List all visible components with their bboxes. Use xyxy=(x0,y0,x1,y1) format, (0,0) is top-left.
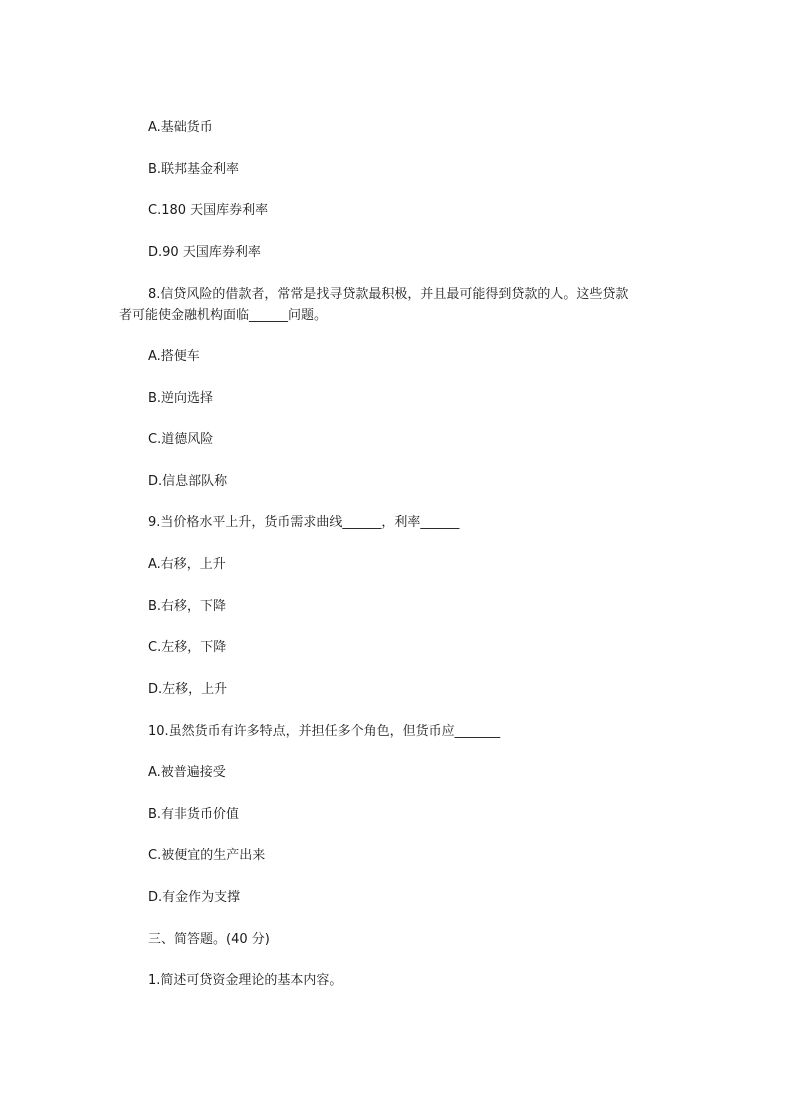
q9-option-d: D.左移，上升 xyxy=(148,682,228,697)
q10-option-c: C.被便宜的生产出来 xyxy=(148,848,266,863)
q10-option-b: B.有非货币价值 xyxy=(148,807,240,822)
section3-q1: 1.简述可贷资金理论的基本内容。 xyxy=(148,973,343,988)
q7-option-b: B.联邦基金利率 xyxy=(148,162,240,177)
q8-stem-line1: 8.信贷风险的借款者，常常是找寻贷款最积极，并且最可能得到贷款的人。这些贷款 xyxy=(148,287,629,302)
q10-option-a: A.被普遍接受 xyxy=(148,765,226,780)
q8-option-a: A.搭便车 xyxy=(148,349,200,364)
q8-option-c: C.道德风险 xyxy=(148,432,214,447)
q8-stem-line2: 者可能使金融机构面临______问题。 xyxy=(119,308,328,323)
q10-option-d: D.有金作为支撑 xyxy=(148,890,241,905)
q9-stem: 9.当价格水平上升，货币需求曲线______，利率______ xyxy=(148,515,460,530)
q7-option-d: D.90 天国库券利率 xyxy=(148,245,261,260)
q7-option-a: A.基础货币 xyxy=(148,120,213,135)
q10-stem: 10.虽然货币有许多特点，并担任多个角色，但货币应_______ xyxy=(148,724,501,739)
q9-option-a: A.右移，上升 xyxy=(148,557,226,572)
q9-option-b: B.右移，下降 xyxy=(148,599,227,614)
q9-option-c: C.左移，下降 xyxy=(148,640,227,655)
q7-option-c: C.180 天国库券利率 xyxy=(148,203,269,218)
q8-option-b: B.逆向选择 xyxy=(148,391,214,406)
q8-option-d: D.信息部队称 xyxy=(148,474,228,489)
section3-heading: 三、简答题。(40 分) xyxy=(148,932,270,947)
